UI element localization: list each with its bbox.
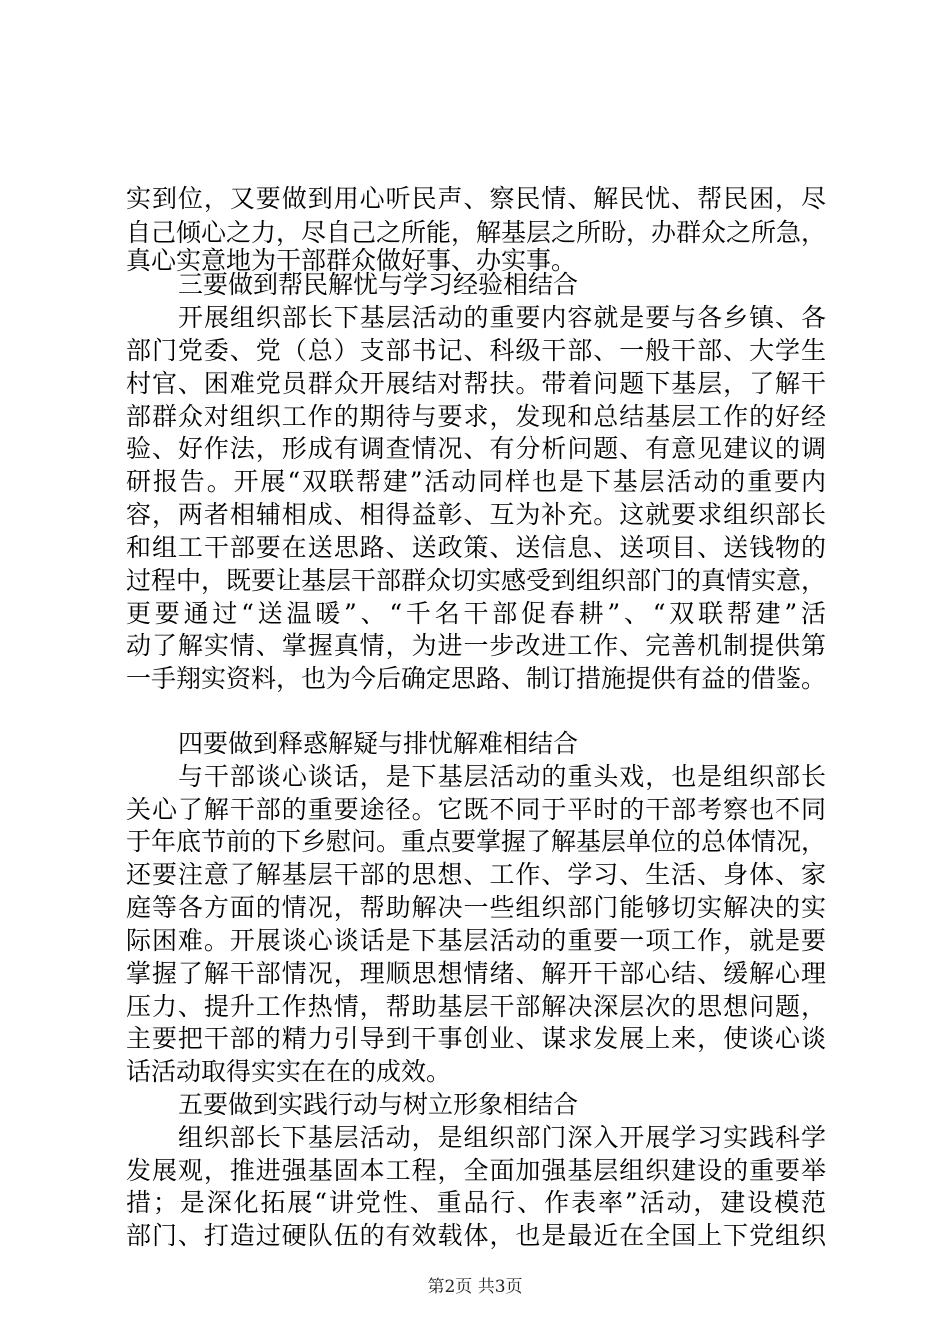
text-line: 部群众对组织工作的期待与要求，发现和总结基层工作的好经 bbox=[126, 402, 826, 431]
text-line: 发展观，推进强基固本工程，全面加强基层组织建设的重要举 bbox=[126, 1156, 826, 1185]
text-line: 开展组织部长下基层活动的重要内容就是要与各乡镇、各 bbox=[178, 303, 826, 332]
section-heading-3: 三要做到帮民解忧与学习经验相结合 bbox=[178, 270, 579, 299]
text-line: 更要通过“送温暖”、“千名干部促春耕”、“双联帮建”活 bbox=[126, 599, 826, 628]
text-line: 压力、提升工作热情，帮助基层干部解决深层次的思想问题， bbox=[126, 992, 826, 1021]
text-line: 还要注意了解基层干部的思想、工作、学习、生活、身体、家 bbox=[126, 860, 826, 889]
text-line: 研报告。开展“双联帮建”活动同样也是下基层活动的重要内 bbox=[126, 467, 826, 496]
text-line: 验、好作法，形成有调查情况、有分析问题、有意见建议的调 bbox=[126, 434, 826, 463]
section-heading-5: 五要做到实践行动与树立形象相结合 bbox=[178, 1090, 579, 1119]
text-line: 话活动取得实实在在的成效。 bbox=[126, 1057, 452, 1086]
text-line: 一手翔实资料，也为今后确定思路、制订措施提供有益的借鉴。 bbox=[126, 664, 827, 693]
text-line: 部门党委、党（总）支部书记、科级干部、一般干部、大学生 bbox=[126, 336, 826, 365]
text-line: 措；是深化拓展“讲党性、重品行、作表率”活动，建设模范 bbox=[126, 1188, 826, 1217]
text-line: 主要把干部的精力引导到干事创业、谋求发展上来，使谈心谈 bbox=[126, 1024, 826, 1053]
text-line: 和组工干部要在送思路、送政策、送信息、送项目、送钱物的 bbox=[126, 533, 826, 562]
text-line: 容，两者相辅相成、相得益彰、互为补充。这就要求组织部长 bbox=[126, 500, 826, 529]
text-line: 动了解实情、掌握真情，为进一步改进工作、完善机制提供第 bbox=[126, 631, 826, 660]
text-line: 自己倾心之力，尽自己之所能，解基层之所盼，办群众之所急， bbox=[126, 218, 827, 247]
text-line: 关心了解干部的重要途径。它既不同于平时的干部考察也不同 bbox=[126, 795, 826, 824]
page-number-footer: 第2页 共3页 bbox=[427, 1277, 523, 1297]
text-line: 掌握了解干部情况，理顺思想情绪、解开干部心结、缓解心理 bbox=[126, 959, 826, 988]
text-line: 过程中，既要让基层干部群众切实感受到组织部门的真情实意， bbox=[126, 566, 827, 595]
text-line: 真心实意地为干部群众做好事、办实事。 bbox=[126, 246, 577, 275]
text-line: 实到位，又要做到用心听民声、察民情、解民忧、帮民困，尽 bbox=[126, 184, 826, 213]
text-line: 际困难。开展谈心谈话是下基层活动的重要一项工作，就是要 bbox=[126, 926, 826, 955]
text-line: 组织部长下基层活动，是组织部门深入开展学习实践科学 bbox=[178, 1123, 826, 1152]
text-line: 与干部谈心谈话，是下基层活动的重头戏，也是组织部长 bbox=[178, 762, 826, 791]
text-line: 村官、困难党员群众开展结对帮扶。带着问题下基层，了解干 bbox=[126, 369, 826, 398]
text-line: 部门、打造过硬队伍的有效载体，也是最近在全国上下党组织 bbox=[126, 1221, 826, 1250]
text-line: 庭等各方面的情况，帮助解决一些组织部门能够切实解决的实 bbox=[126, 893, 826, 922]
section-heading-4: 四要做到释惑解疑与排忧解难相结合 bbox=[178, 729, 579, 758]
text-line: 于年底节前的下乡慰问。重点要掌握了解基层单位的总体情况， bbox=[126, 827, 827, 856]
